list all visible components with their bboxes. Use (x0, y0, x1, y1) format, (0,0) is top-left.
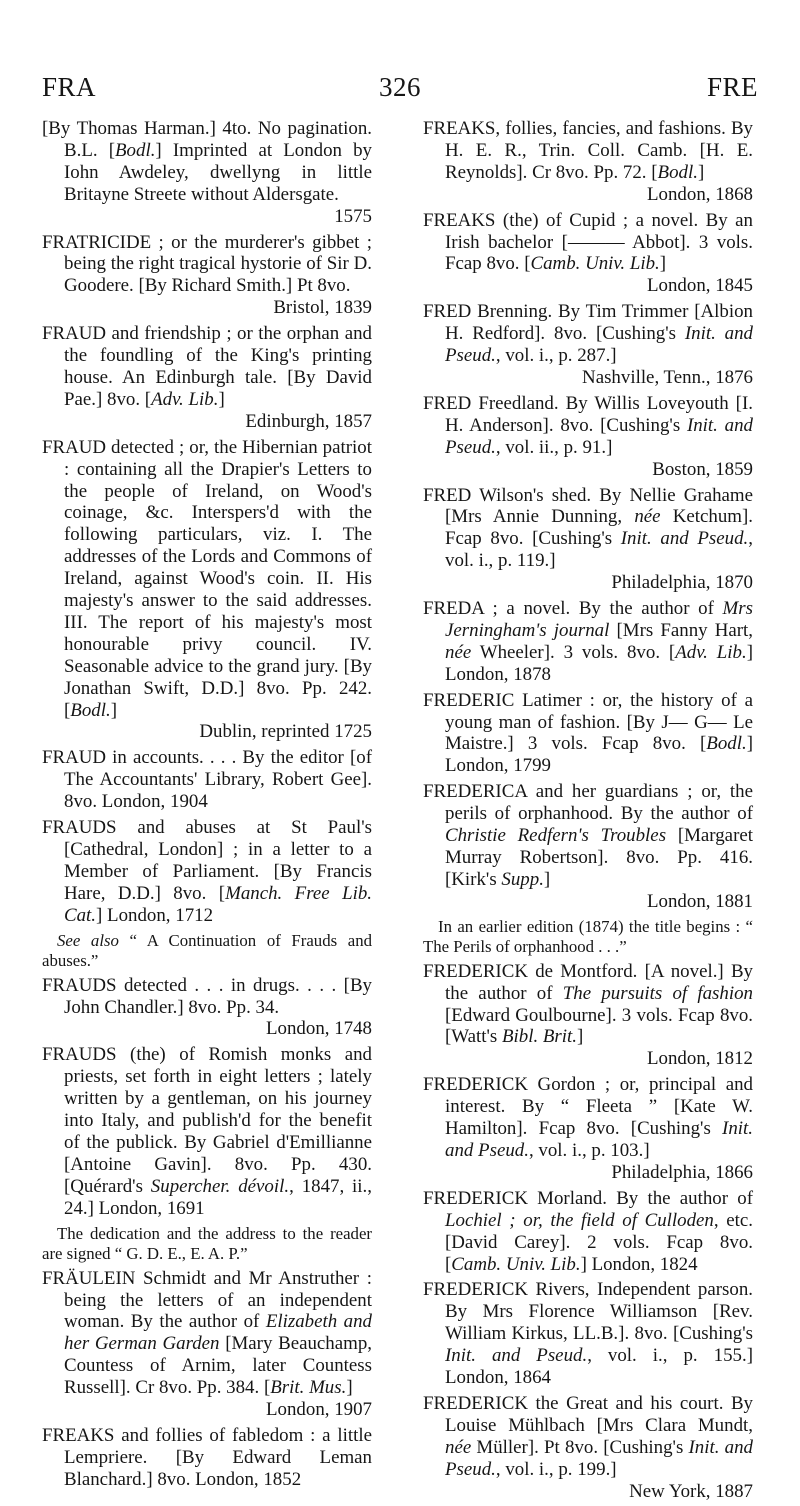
bibliography-entry (423, 598, 753, 686)
bibliography-entry (423, 393, 753, 481)
bibliography-entry (423, 301, 753, 389)
entry-text: , vol. i., p. 287.] (495, 345, 617, 367)
italic-text: née (445, 1436, 472, 1458)
running-header (0, 72, 800, 106)
entry-text: ] London, 1712 (96, 904, 214, 926)
bibliography-entry (42, 1268, 372, 1421)
entry-text: Ketchum]. Fcap 8vo. [Cushing's (445, 506, 753, 550)
italic-text: Camb. Univ. Lib. (451, 1253, 581, 1275)
italic-text: Mrs Jerningham's journal (445, 598, 753, 641)
entry-text: FREDERICK the Great and his court. By Louise Mühlbach [Mrs Clara Mundt, (423, 1392, 753, 1436)
bibliography-entry (423, 1074, 753, 1184)
imprint: London, 1868 (647, 183, 753, 205)
entry-text: , 1847, ii., 24.] London, 1691 (64, 1175, 372, 1219)
italic-text: Bodl. (706, 733, 747, 755)
italic-text: See also (57, 930, 119, 950)
italic-text: née (634, 506, 661, 528)
entry-text: FRAUDS detected . . . in drugs. . . . [By John Chandler.] 8vo. Pp. 34. (42, 974, 372, 1018)
entry-text: FREDA ; a novel. By the author of (423, 598, 723, 620)
imprint: New York, 1887 (629, 1480, 753, 1502)
italic-text: Supp. (501, 868, 544, 890)
entry-text: [Mrs Fanny Hart, (609, 619, 753, 641)
bibliography-entry (42, 747, 372, 813)
header-right: FRE (706, 72, 758, 102)
bibliography-entry (42, 232, 372, 320)
entry-text: FREAKS (the) of Cupid ; a novel. By an Irish bachelor [——— Abbot]. 3 vols. Fcap 8vo. [ (423, 209, 753, 275)
bibliography-entry (423, 485, 753, 595)
italic-text: Elizabeth and her German Garden (64, 1311, 372, 1355)
entry-text: FRAUD detected ; or, the Hibernian patriot : containing all the Drapier's Letters to the people of Ireland, on Wood's coinage, &c. Interspers'd with the following particulars, viz. I. The addresses of the Lords and Commons of Ireland, against Wood's coin. II. His majesty's answer to the said addresses. III. The report of his majesty's most honourable privy council. IV. Seasonable advice to the grand jury. [By Jonathan Swift, D.D.] 8vo. Pp. 242. [ (42, 436, 372, 721)
italic-text: Lochiel ; or, the field of Culloden (445, 1209, 714, 1231)
italic-text: Brit. Mus. (270, 1377, 347, 1399)
entry-text: “ A Continuation of Frauds and abuses.” (42, 930, 372, 970)
entry-text: The dedication and the address to the reader are signed “ G. D. E., E. A. P.” (42, 1223, 372, 1263)
entry-text: ] London, 1824 (580, 1253, 698, 1275)
entry-text: , vol. i., p. 199.] (495, 1458, 617, 1480)
entry-text: , vol. i., p. 155.] London, 1864 (445, 1345, 753, 1389)
italic-text: née (445, 641, 472, 663)
entry-text: FRAUDS and abuses at St Paul's [Cathedral, London] ; in a letter to a Member of Parliament. [By Francis Hare, D.D.] 8vo. [ (42, 817, 372, 904)
bibliography-entry (423, 118, 753, 206)
italic-text: The pursuits of fashion (562, 982, 753, 1004)
bibliography-entry (423, 961, 753, 1071)
imprint: London, 1845 (647, 275, 753, 297)
bibliography-entry (423, 210, 753, 298)
entry-text: ] (697, 161, 705, 183)
entry-text: ] (218, 388, 225, 410)
italic-text: Supercher. dévoil. (150, 1175, 290, 1197)
imprint: Nashville, Tenn., 1876 (582, 366, 753, 388)
italic-text: Init. and Pseud. (620, 528, 749, 550)
imprint: Philadelphia, 1870 (611, 572, 753, 594)
bibliography-entry (42, 323, 372, 433)
entry-text: FREDERIC Latimer : or, the history of a young man of fashion. [By J— G— Le Maistre.] 3 vols. Fcap 8vo. [ (423, 689, 753, 755)
imprint: London, 1812 (647, 1048, 753, 1070)
entry-text: FRÄULEIN Schmidt and Mr Anstruther : being the letters of an independent woman. By the author of (42, 1267, 372, 1333)
entry-text: Wheeler]. 3 vols. 8vo. [ (471, 641, 676, 663)
entry-text: , etc. [David Carey]. 2 vols. Fcap 8vo. [ (445, 1209, 754, 1275)
entry-text: , vol. i., p. 119.] (445, 528, 753, 572)
italic-text: Camb. Univ. Lib. (530, 253, 660, 275)
bibliography-entry (42, 437, 372, 744)
entry-text: , vol. i., p. 103.] (528, 1139, 650, 1161)
italic-text: Init. and Pseud. (445, 1118, 753, 1161)
italic-text: Init. and Pseud. (445, 1345, 588, 1367)
entry-text: FRATRICIDE ; or the murderer's gibbet ; being the right tragical hystorie of Sir D. Goodere. [By Richard Smith.] Pt 8vo. (42, 231, 372, 297)
entry-note (42, 1224, 372, 1264)
entry-text: ] Imprinted at London by Iohn Awdeley, dwellyng in little Britayne Streete without Aldersgate. (64, 139, 372, 205)
entry-text: FREDERICK de Montford. [A novel.] By the author of (423, 960, 753, 1004)
bibliography-entry (42, 817, 372, 927)
italic-text: Init. and Pseud. (445, 323, 754, 367)
bibliography-entry (423, 1279, 753, 1389)
entry-text: FREAKS, follies, fancies, and fashions. By H. E. R., Trin. Coll. Camb. [H. E. Reynolds]. Cr 8vo. Pp. 72. [ (423, 118, 753, 183)
bibliography-entry (42, 1425, 372, 1491)
bibliography-entry (42, 118, 372, 228)
italic-text: Adv. Lib. (675, 641, 747, 663)
entry-text: ] (543, 868, 551, 890)
header-left: FRA (42, 72, 97, 102)
imprint: London, 1907 (266, 1399, 372, 1421)
left-column (42, 118, 372, 1495)
entry-text: ] London, 1878 (445, 641, 753, 685)
imprint: Dublin, reprinted 1725 (199, 721, 372, 743)
entry-text: [By Thomas Harman.] 4to. No pagination. B.L. [ (42, 118, 372, 161)
right-column (423, 118, 753, 1506)
entry-text: [Edward Goulbourne]. 3 vols. Fcap 8vo. [Watt's (445, 1004, 753, 1048)
entry-text: FRAUDS (the) of Romish monks and priests, set forth in eight letters ; lately written by a gentleman, on his journey into Italy, and publish'd for the benefit of the publick. By Gabriel d'Emillianne [Antoine Gavin]. 8vo. Pp. 430. [Quérard's (42, 1044, 372, 1197)
entry-text: FREDERICA and her guardians ; or, the perils of orphanhood. By the author of (423, 781, 753, 825)
italic-text: Bodl. (115, 139, 156, 161)
entry-text: FREDERICK Rivers, Independent parson. By Mrs Florence Williamson [Rev. William Kirkus, LL.B.]. 8vo. [Cushing's (423, 1279, 753, 1345)
entry-text: FRAUD and friendship ; or the orphan and the foundling of the King's printing house. An Edinburgh tale. [By David Pae.] 8vo. [ (42, 323, 372, 410)
bibliography-entry (423, 781, 753, 912)
page-number: 326 (379, 72, 421, 102)
italic-text: Bodl. (657, 161, 698, 183)
imprint: 1575 (334, 205, 372, 227)
entry-text: ] (110, 699, 117, 721)
entry-text: FRED Freedland. By Willis Loveyouth [I. H. Anderson]. 8vo. [Cushing's (423, 392, 753, 436)
entry-text: ] (659, 253, 667, 275)
imprint: London, 1881 (647, 890, 753, 912)
entry-text: [Mary Beauchamp, Countess of Arnim, later Countess Russell]. Cr 8vo. Pp. 384. [ (64, 1333, 372, 1399)
entry-text: [Margaret Murray Robertson]. 8vo. Pp. 416. [Kirk's (445, 825, 753, 890)
entry-text: ] London, 1799 (445, 733, 753, 777)
entry-note (42, 931, 372, 971)
bibliography-entry (423, 1188, 753, 1276)
imprint: Edinburgh, 1857 (245, 410, 372, 432)
imprint: Bristol, 1839 (273, 297, 372, 319)
entry-text: ] (577, 1026, 584, 1048)
italic-text: Init. and Pseud. (445, 1436, 753, 1480)
italic-text: Manch. Free Lib. Cat. (64, 882, 372, 926)
entry-text: ] (346, 1377, 353, 1399)
italic-text: Christie Redfern's Troubles (445, 825, 667, 847)
italic-text: Bibl. Brit. (501, 1026, 578, 1048)
italic-text: Adv. Lib. (151, 388, 219, 410)
entry-text: FRED Brenning. By Tim Trimmer [Albion H. Redford]. 8vo. [Cushing's (423, 301, 753, 345)
bibliography-entry (423, 1393, 753, 1503)
imprint: Philadelphia, 1866 (611, 1161, 753, 1183)
bibliography-entry (423, 690, 753, 778)
entry-text: FRAUD in accounts. . . . By the editor [of The Accountants' Library, Robert Gee]. 8vo. London, 1904 (42, 747, 372, 813)
entry-text: FREDERICK Gordon ; or, principal and interest. By “ Fleeta ” [Kate W. Hamilton]. Fcap 8vo. [Cushing's (423, 1074, 753, 1140)
italic-text: Init. and Pseud. (445, 414, 753, 458)
entry-text: Müller]. Pt 8vo. [Cushing's (471, 1436, 689, 1458)
entry-text: FREAKS and follies of fabledom : a little Lempriere. [By Edward Leman Blanchard.] 8vo. London, 1852 (42, 1424, 372, 1490)
entry-text: In an earlier edition (1874) the title begins : “ The Perils of orphanhood . . .” (423, 916, 753, 956)
entry-text: , vol. ii., p. 91.] (495, 436, 613, 458)
imprint: London, 1748 (266, 1018, 372, 1040)
entry-text: FRED Wilson's shed. By Nellie Grahame [Mrs Annie Dunning, (423, 484, 753, 528)
imprint: Boston, 1859 (652, 458, 753, 480)
bibliography-entry (42, 975, 372, 1041)
entry-text: FREDERICK Morland. By the author of (423, 1187, 753, 1209)
italic-text: Bodl. (70, 699, 111, 721)
entry-note (423, 917, 753, 957)
bibliography-entry (42, 1044, 372, 1219)
